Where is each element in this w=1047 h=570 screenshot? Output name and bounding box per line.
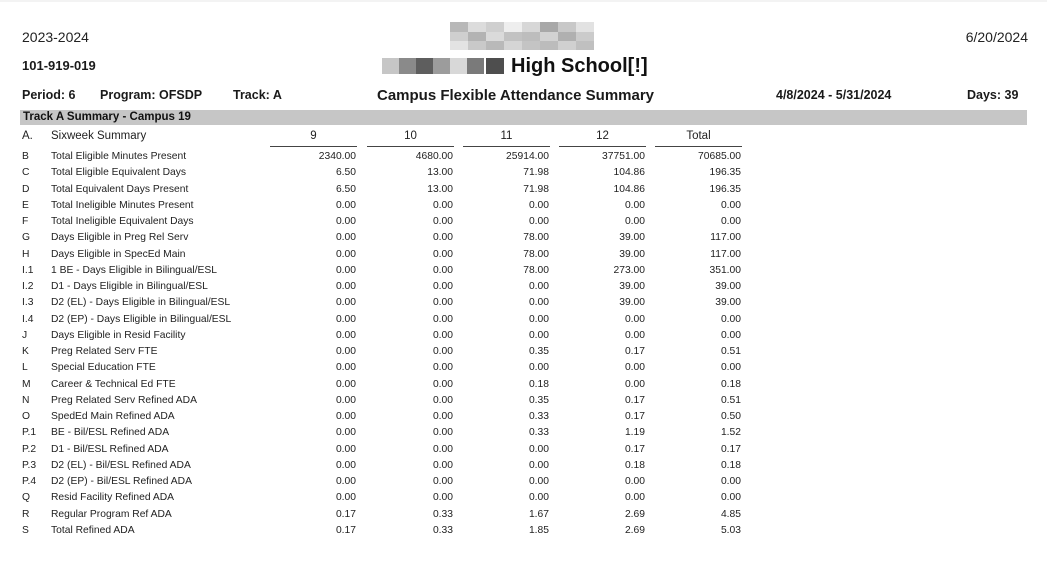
table-row	[0, 458, 1047, 474]
table-cell: 25914.00	[506, 151, 549, 162]
table-cell: 0.00	[432, 297, 453, 309]
table-cell: 117.00	[710, 248, 741, 260]
table-row	[0, 425, 1047, 441]
table-cell: 0.00	[335, 329, 356, 341]
row-code: L	[22, 362, 28, 374]
table-cell: 196.35	[709, 167, 741, 179]
table-row	[0, 474, 1047, 490]
table-cell: 78.00	[523, 232, 549, 244]
row-code: A.	[22, 130, 33, 142]
column-header-10: 10	[404, 130, 417, 142]
table-cell: 2340.00	[318, 151, 356, 162]
table-cell: 0.00	[624, 476, 645, 487]
table-cell: 70685.00	[698, 151, 741, 162]
table-cell: 0.00	[528, 476, 549, 487]
table-cell: 0.00	[432, 443, 453, 455]
redacted-logo	[450, 22, 610, 57]
table-cell: 13.00	[427, 183, 453, 195]
table-cell: 0.00	[720, 362, 741, 374]
table-cell: 0.00	[528, 297, 549, 309]
table-cell: 39.00	[619, 248, 645, 260]
table-row	[0, 247, 1047, 263]
school-heading	[382, 53, 648, 79]
row-code: P.1	[22, 427, 37, 439]
school-year: 2023-2024	[22, 29, 89, 45]
table-cell: 1.85	[528, 524, 549, 536]
table-cell: 0.17	[720, 443, 741, 455]
table-cell: 6.50	[335, 167, 356, 179]
row-label: Days Eligible in Resid Facility	[51, 329, 186, 341]
table-cell: 0.00	[432, 313, 453, 325]
table-row	[0, 312, 1047, 328]
table-cell: 0.00	[432, 476, 453, 487]
row-code: B	[22, 151, 29, 162]
table-cell: 6.50	[335, 183, 356, 195]
table-cell: 0.00	[528, 281, 549, 292]
table-cell: 0.00	[720, 492, 741, 504]
table-cell: 0.51	[720, 394, 741, 406]
row-code: O	[22, 411, 31, 422]
table-cell: 2.69	[624, 524, 645, 536]
table-cell: 0.33	[432, 508, 453, 520]
column-rule	[270, 146, 357, 147]
table-cell: 1.19	[624, 427, 645, 439]
table-cell: 0.00	[624, 313, 645, 325]
table-cell: 39.00	[619, 281, 645, 292]
table-row	[0, 295, 1047, 311]
column-rule	[559, 146, 646, 147]
row-code: R	[22, 508, 30, 520]
table-cell: 0.00	[720, 199, 741, 211]
table-cell: 0.17	[624, 394, 645, 406]
table-cell: 0.35	[528, 394, 549, 406]
table-cell: 39.00	[715, 297, 741, 309]
row-label: 1 BE - Days Eligible in Bilingual/ESL	[51, 264, 217, 276]
print-date: 6/20/2024	[965, 29, 1028, 45]
days-count: Days: 39	[967, 88, 1019, 102]
table-cell: 0.35	[528, 346, 549, 357]
table-cell: 0.33	[528, 427, 549, 439]
row-label: Special Education FTE	[51, 362, 156, 374]
table-row	[0, 507, 1047, 523]
table-cell: 0.00	[624, 216, 645, 227]
row-label: Total Eligible Equivalent Days	[51, 167, 187, 179]
table-cell: 0.00	[432, 248, 453, 260]
table-cell: 104.86	[613, 167, 645, 179]
table-row	[0, 490, 1047, 506]
table-cell: 0.00	[528, 362, 549, 374]
table-cell: 39.00	[715, 281, 741, 292]
table-cell: 0.00	[335, 443, 356, 455]
row-code: N	[22, 394, 30, 406]
column-header-9: 9	[310, 130, 317, 142]
table-cell: 0.17	[335, 508, 356, 520]
table-cell: 0.00	[432, 378, 453, 390]
table-cell: 0.51	[720, 346, 741, 357]
column-header-12: 12	[596, 130, 609, 142]
table-cell: 0.00	[432, 394, 453, 406]
table-cell: 0.00	[335, 216, 356, 227]
table-cell: 5.03	[720, 524, 741, 536]
table-cell: 78.00	[523, 248, 549, 260]
table-row	[0, 149, 1047, 165]
table-cell: 13.00	[427, 167, 453, 179]
table-cell: 71.98	[523, 183, 549, 195]
table-row	[0, 442, 1047, 458]
table-cell: 0.00	[335, 297, 356, 309]
table-cell: 0.00	[432, 264, 453, 276]
row-code: P.4	[22, 476, 37, 487]
table-cell: 0.00	[335, 492, 356, 504]
row-code: E	[22, 199, 29, 211]
table-cell: 37751.00	[602, 151, 645, 162]
table-cell: 0.00	[624, 362, 645, 374]
row-code: I.4	[22, 313, 34, 325]
table-cell: 0.00	[528, 216, 549, 227]
table-row	[0, 165, 1047, 181]
table-cell: 0.00	[335, 459, 356, 471]
row-label: D1 - Bil/ESL Refined ADA	[51, 443, 169, 455]
row-label: Total Equivalent Days Present	[51, 183, 189, 195]
row-code: C	[22, 167, 30, 179]
table-cell: 0.00	[432, 232, 453, 244]
table-row	[0, 198, 1047, 214]
column-rule	[463, 146, 550, 147]
row-code: I.1	[22, 264, 34, 276]
program-label: Program: OFSDP	[100, 88, 203, 102]
row-label: D2 (EL) - Bil/ESL Refined ADA	[51, 459, 191, 471]
table-cell: 0.00	[624, 329, 645, 341]
section-title: Track A Summary - Campus 19	[23, 111, 191, 123]
row-code: Q	[22, 492, 31, 504]
row-label: D1 - Days Eligible in Bilingual/ESL	[51, 281, 208, 292]
table-cell: 0.00	[335, 378, 356, 390]
table-row	[0, 344, 1047, 360]
row-code: S	[22, 524, 29, 536]
row-label: Days Eligible in Preg Rel Serv	[51, 232, 189, 244]
table-cell: 0.00	[528, 492, 549, 504]
column-rule	[367, 146, 454, 147]
row-code: M	[22, 378, 31, 390]
column-rule	[655, 146, 742, 147]
table-cell: 0.17	[624, 411, 645, 422]
column-header-total: Total	[686, 130, 711, 142]
row-label: Career & Technical Ed FTE	[51, 378, 176, 390]
table-cell: 0.00	[335, 313, 356, 325]
table-cell: 0.00	[432, 411, 453, 422]
row-label: D2 (EL) - Days Eligible in Bilingual/ESL	[51, 297, 231, 309]
table-cell: 4.85	[720, 508, 741, 520]
table-row	[0, 263, 1047, 279]
table-cell: 104.86	[613, 183, 645, 195]
table-cell: 4680.00	[415, 151, 453, 162]
table-cell: 0.00	[335, 264, 356, 276]
table-cell: 0.33	[432, 524, 453, 536]
table-row	[0, 230, 1047, 246]
row-label: Total Ineligible Equivalent Days	[51, 216, 194, 227]
district-id: 101-919-019	[22, 58, 96, 73]
table-cell: 0.17	[624, 443, 645, 455]
table-row	[0, 360, 1047, 376]
table-cell: 0.00	[335, 476, 356, 487]
table-cell: 0.00	[335, 411, 356, 422]
table-cell: 0.00	[335, 346, 356, 357]
table-cell: 0.00	[335, 248, 356, 260]
table-cell: 196.35	[709, 183, 741, 195]
row-code: H	[22, 248, 30, 260]
track-label: Track: A	[233, 88, 282, 102]
row-code: I.3	[22, 297, 34, 309]
table-row	[0, 182, 1047, 198]
table-cell: 0.18	[720, 459, 741, 471]
table-cell: 0.00	[432, 346, 453, 357]
table-cell: 0.00	[335, 394, 356, 406]
table-cell: 0.00	[432, 362, 453, 374]
table-cell: 0.00	[432, 216, 453, 227]
table-cell: 0.00	[335, 362, 356, 374]
table-cell: 0.00	[432, 329, 453, 341]
table-cell: 117.00	[710, 232, 741, 244]
table-cell: 0.00	[624, 199, 645, 211]
row-code: F	[22, 216, 29, 227]
table-cell: 0.00	[720, 313, 741, 325]
table-cell: 0.00	[335, 232, 356, 244]
row-code: I.2	[22, 281, 34, 292]
table-cell: 0.00	[528, 313, 549, 325]
table-cell: 351.00	[709, 264, 741, 276]
table-cell: 39.00	[619, 297, 645, 309]
period-label: Period: 6	[22, 88, 76, 102]
table-cell: 0.18	[720, 378, 741, 390]
table-cell: 273.00	[613, 264, 645, 276]
row-label: Preg Related Serv FTE	[51, 346, 158, 357]
table-cell: 78.00	[523, 264, 549, 276]
table-cell: 0.00	[432, 492, 453, 504]
table-cell: 0.17	[335, 524, 356, 536]
table-cell: 0.00	[720, 216, 741, 227]
date-range: 4/8/2024 - 5/31/2024	[776, 88, 892, 102]
table-cell: 0.00	[335, 427, 356, 439]
table-cell: 71.98	[523, 167, 549, 179]
table-row	[0, 393, 1047, 409]
table-cell: 0.50	[720, 411, 741, 422]
column-header-11: 11	[500, 130, 513, 142]
row-code: G	[22, 232, 31, 244]
table-cell: 0.00	[528, 329, 549, 341]
row-label: Regular Program Ref ADA	[51, 508, 172, 520]
table-cell: 0.33	[528, 411, 549, 422]
row-label: D2 (EP) - Bil/ESL Refined ADA	[51, 476, 192, 487]
table-cell: 0.17	[624, 346, 645, 357]
table-cell: 0.00	[335, 281, 356, 292]
table-cell: 0.00	[720, 476, 741, 487]
table-cell: 0.00	[528, 199, 549, 211]
table-cell: 0.00	[335, 199, 356, 211]
table-cell: 0.00	[624, 378, 645, 390]
table-row	[0, 328, 1047, 344]
table-cell: 0.00	[624, 492, 645, 504]
table-cell: 0.00	[432, 199, 453, 211]
table-row	[0, 409, 1047, 425]
row-label: Total Eligible Minutes Present	[51, 151, 187, 162]
report-title: Campus Flexible Attendance Summary	[377, 87, 655, 104]
table-cell: 39.00	[619, 232, 645, 244]
table-row	[0, 214, 1047, 230]
row-label: Total Refined ADA	[51, 524, 135, 536]
row-code: D	[22, 183, 30, 195]
table-cell: 0.00	[432, 427, 453, 439]
row-label: Sixweek Summary	[51, 130, 147, 142]
table-cell: 0.00	[720, 329, 741, 341]
row-code: P.3	[22, 459, 37, 471]
table-row	[0, 523, 1047, 539]
row-label: D2 (EP) - Days Eligible in Bilingual/ESL	[51, 313, 232, 325]
row-label: SpedEd Main Refined ADA	[51, 411, 175, 422]
table-cell: 0.00	[528, 459, 549, 471]
row-label: Days Eligible in SpecEd Main	[51, 248, 186, 260]
top-border	[0, 0, 1047, 2]
row-code: J	[22, 329, 28, 341]
school-name: High School[!]	[511, 54, 648, 77]
redacted-school-prefix	[382, 56, 506, 76]
table-cell: 2.69	[624, 508, 645, 520]
table-cell: 1.67	[528, 508, 549, 520]
row-label: Preg Related Serv Refined ADA	[51, 394, 197, 406]
table-row	[0, 279, 1047, 295]
table-cell: 0.00	[432, 281, 453, 292]
table-cell: 0.00	[432, 459, 453, 471]
row-label: Resid Facility Refined ADA	[51, 492, 175, 504]
row-code: K	[22, 346, 29, 357]
row-label: BE - Bil/ESL Refined ADA	[51, 427, 170, 439]
row-label: Total Ineligible Minutes Present	[51, 199, 194, 211]
table-cell: 0.18	[528, 378, 549, 390]
table-row	[0, 377, 1047, 393]
table-cell: 0.00	[528, 443, 549, 455]
table-cell: 0.18	[624, 459, 645, 471]
table-cell: 1.52	[720, 427, 741, 439]
row-code: P.2	[22, 443, 37, 455]
